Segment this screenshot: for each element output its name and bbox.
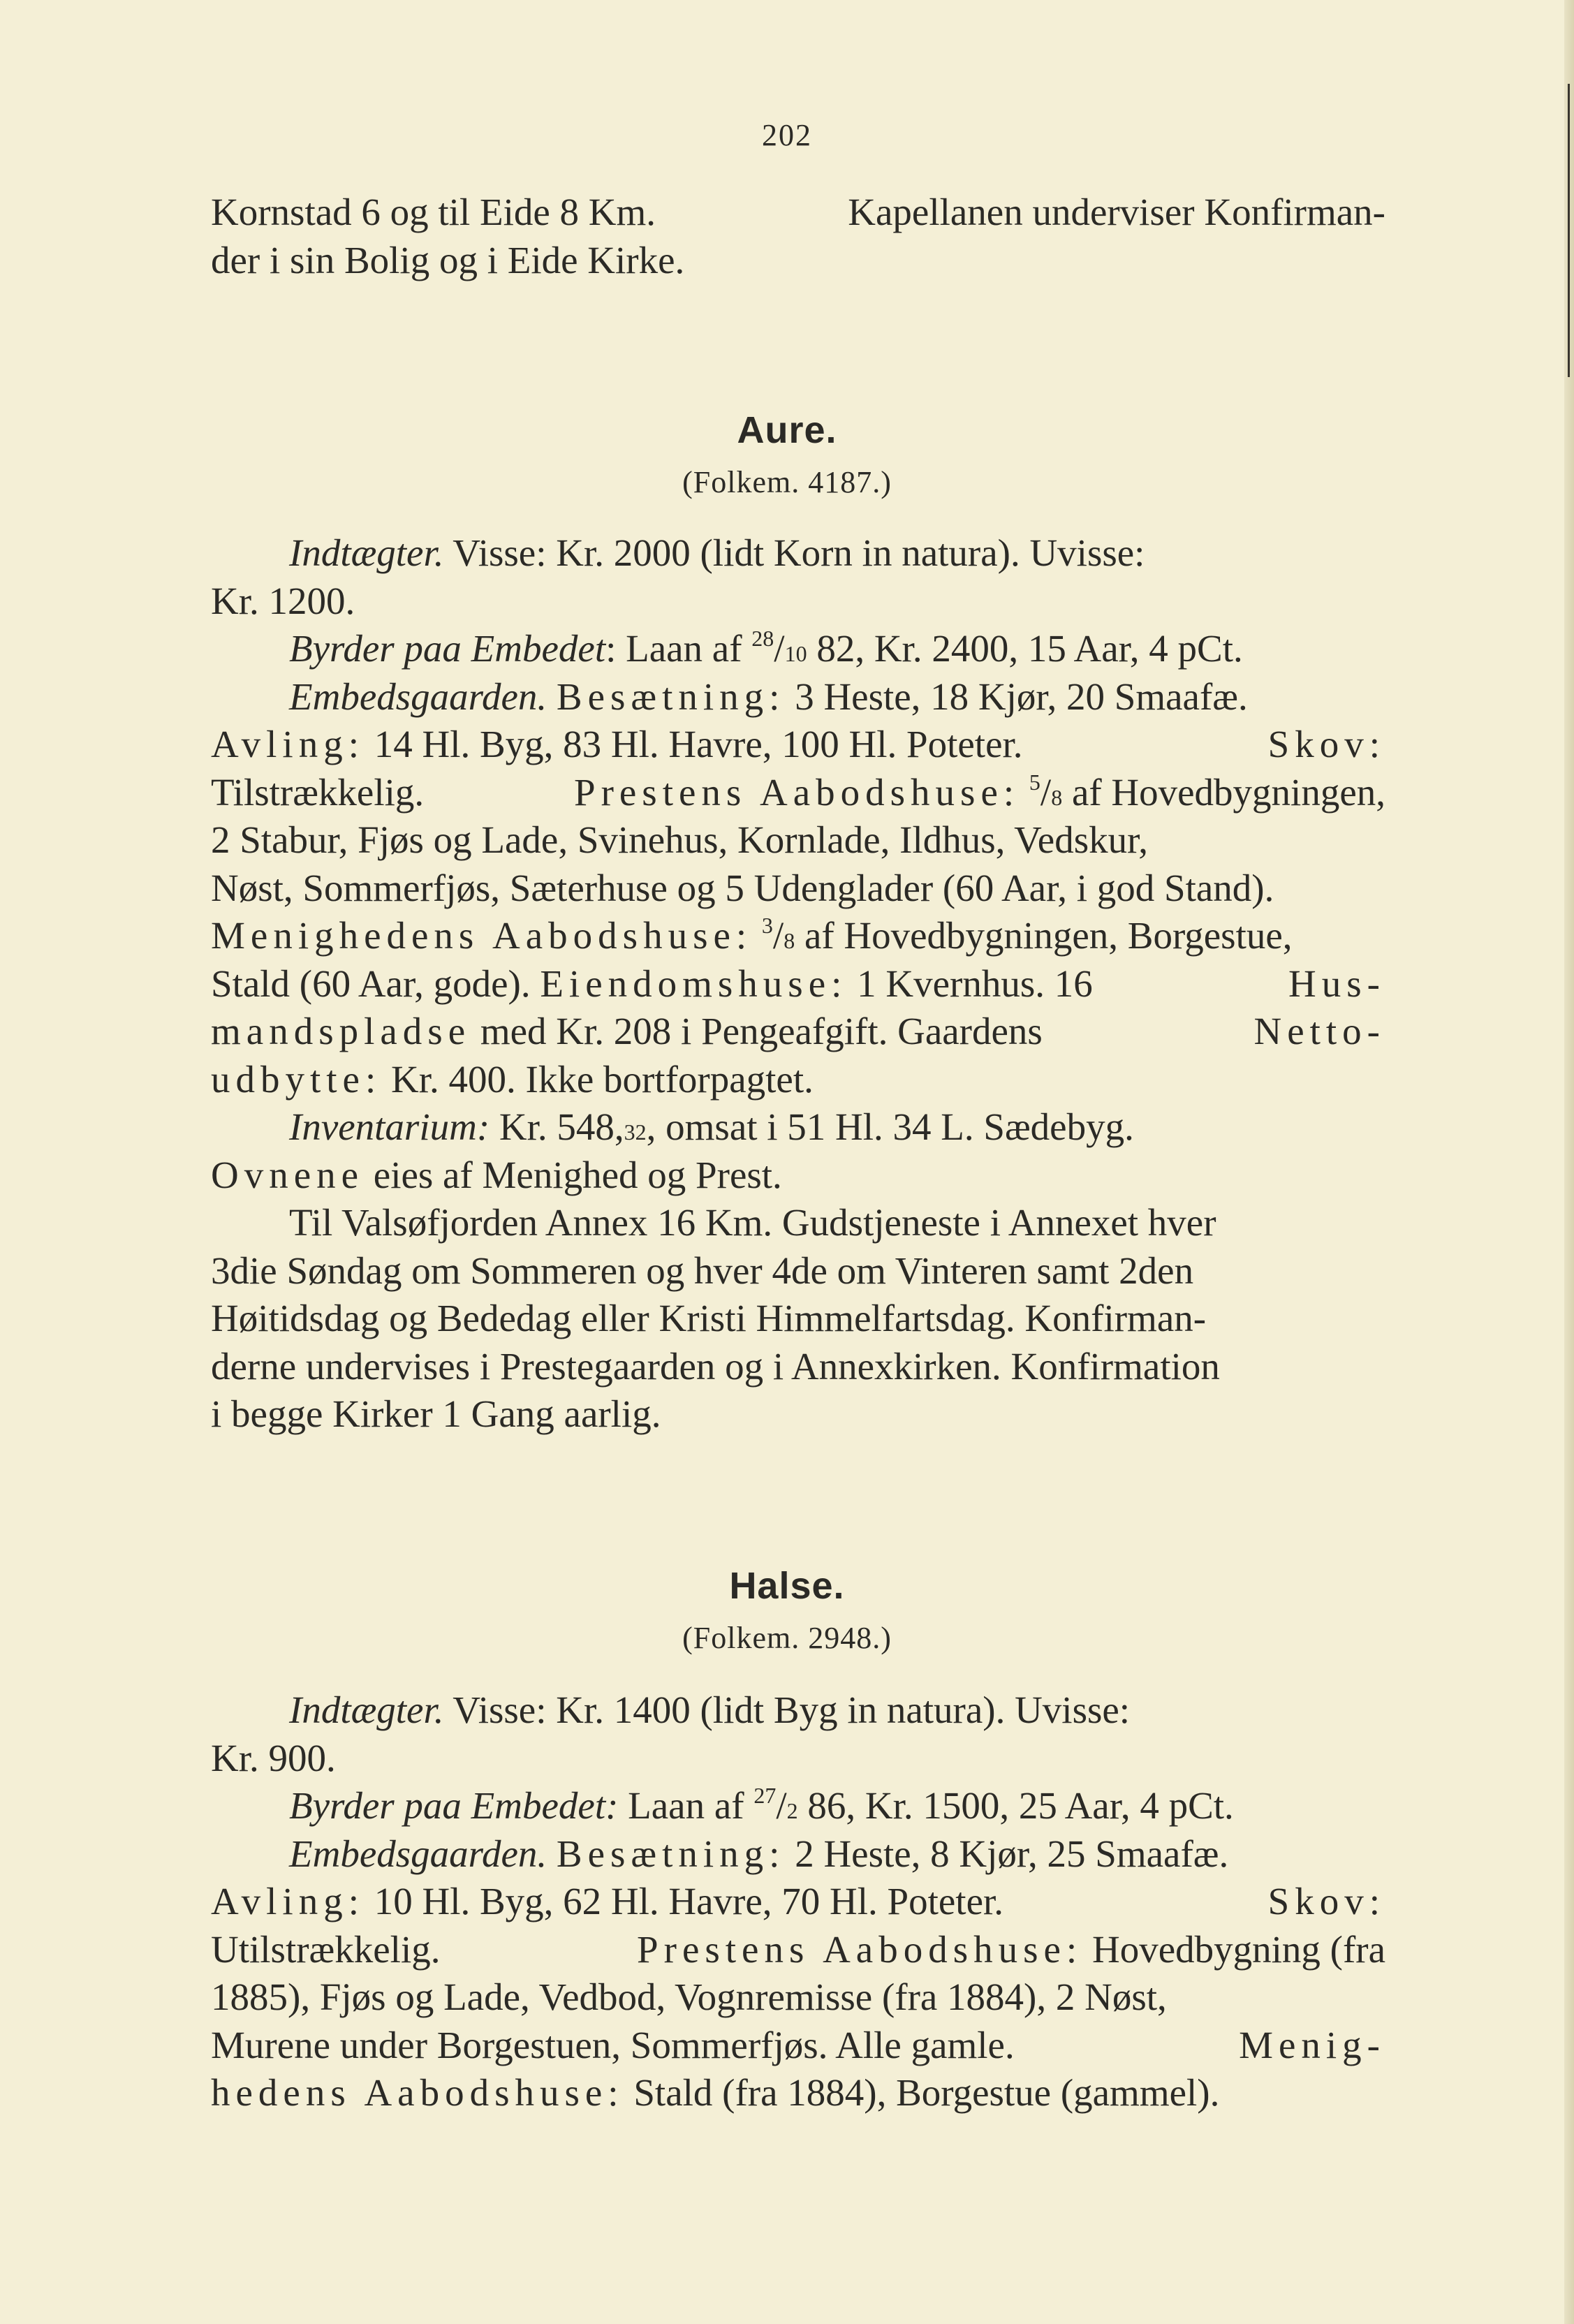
husmandspladse-label: mandspladse xyxy=(211,1010,471,1052)
fraction-numerator: 5 xyxy=(1029,769,1040,795)
text-segment: Kr. 548, xyxy=(490,1105,624,1148)
text-line xyxy=(211,578,1385,626)
text-line xyxy=(211,960,1385,1008)
text-segment: : xyxy=(605,627,617,670)
fraction-numerator: 27 xyxy=(753,1783,777,1808)
fraction-numerator: 28 xyxy=(751,626,774,651)
prestens-aabodshuse-label: Prestens Aabodshuse: xyxy=(637,1927,1083,1971)
text-line: Menighedens Aabodshuse: $^3$/8 af Hovedbygningen, Borgestue, xyxy=(211,913,1293,957)
text-segment: Hovedbygning (fra xyxy=(1082,1927,1385,1971)
text-segment: Høitidsdag og Bededag eller Kristi Himmelfartsdag. Konfirman- xyxy=(211,1297,1207,1339)
text-segment: derne undervises i Prestegaarden og i Annexkirken. Konfirmation xyxy=(211,1344,1220,1388)
skov-label: Skov: xyxy=(1267,1880,1385,1922)
text-segment: af Hovedbygningen, xyxy=(1062,770,1385,814)
skov-label: Skov: xyxy=(1267,723,1385,765)
text-segment: Stald (fra 1884), Borgestue (gammel). xyxy=(624,2071,1220,2114)
text-line xyxy=(211,1973,1385,2022)
aure-body xyxy=(211,529,1385,1439)
text-segment: i begge Kirker 1 Gang aarlig. xyxy=(211,1392,661,1435)
besaetning-label: Besætning: xyxy=(556,675,786,718)
text-segment: Kornstad 6 og til Eide 8 Km. xyxy=(211,191,656,233)
menighedens-aabodshuse-label: hedens Aabodshuse: xyxy=(211,2071,624,2114)
page-number: 202 xyxy=(762,118,812,152)
text-segment: Kr. 400. Ikke bortforpagtet. xyxy=(381,1057,814,1101)
inventarium-label: Inventarium: xyxy=(289,1105,490,1148)
text-segment: 10 Hl. Byg, 62 Hl. Havre, 70 Hl. Poteter. xyxy=(364,1880,1004,1922)
text-line xyxy=(211,1247,1385,1295)
text-line xyxy=(211,1152,1385,1200)
text-segment: Kr. 1200. xyxy=(211,579,355,622)
text-line xyxy=(211,1735,1385,1783)
hus-label: Hus- xyxy=(1288,962,1385,1005)
text-line xyxy=(211,1686,1385,1735)
avling-label: Avling: xyxy=(211,1880,365,1922)
text-segment: 1 Kvernhus. 16 xyxy=(847,962,1093,1005)
halse-body xyxy=(211,1686,1385,2117)
text-segment: Kapellanen underviser Konfirman- xyxy=(848,191,1385,233)
text-line: Tilstrækkelig. Prestens Aabodshuse: $^5$/8 af Hovedbygningen, xyxy=(211,769,1385,817)
menighedens-aabodshuse-label: Menighedens Aabodshuse: xyxy=(211,914,753,957)
text-segment: 2 Heste, 8 Kjør, 25 Smaafæ. xyxy=(785,1832,1229,1875)
text-segment: 2 Stabur, Fjøs og Lade, Svinehus, Kornlade, Ildhus, Vedskur, xyxy=(211,818,1148,861)
text-line xyxy=(211,2069,1385,2117)
oere-value: 32 xyxy=(624,1119,647,1145)
ovnene-label: Ovnene xyxy=(211,1153,365,1196)
text-segment: eies af Menighed og Prest. xyxy=(364,1153,782,1196)
text-line xyxy=(211,1926,1385,1974)
section-title-halse: Halse. xyxy=(729,1565,845,1607)
text-line xyxy=(211,816,1385,865)
text-segment: 3die Søndag om Sommeren og hver 4de om Vinteren samt 2den xyxy=(211,1249,1194,1292)
text-segment: 86, Kr. 1500, 25 Aar, 4 pCt. xyxy=(797,1784,1234,1827)
netto-label: Netto- xyxy=(1253,1010,1385,1052)
text-segment: Laan af xyxy=(618,1784,754,1827)
text-segment: Til Valsøfjorden Annex 16 Km. Gudstjeneste i Annexet hver xyxy=(289,1201,1216,1244)
fraction-denominator: 8 xyxy=(784,928,795,953)
text-segment: 1885), Fjøs og Lade, Vedbod, Vognremisse (fra 1884), 2 Nøst, xyxy=(211,1976,1167,2018)
text-line: Byrder paa Embedet: Laan af $^{27}$/2 86, Kr. 1500, 25 Aar, 4 pCt. xyxy=(289,1783,1234,1827)
text-line xyxy=(211,237,1385,285)
indtaegter-label: Indtægter. xyxy=(289,531,444,574)
text-segment: 14 Hl. Byg, 83 Hl. Havre, 100 Hl. Poteter. xyxy=(364,723,1023,765)
text-line xyxy=(211,1103,1385,1152)
intro-paragraph xyxy=(211,189,1385,284)
byrder-label: Byrder paa Embedet xyxy=(289,627,606,670)
text-line: Byrder paa Embedet: Laan af $^{28}$/10 82, Kr. 2400, 15 Aar, 4 pCt. xyxy=(289,626,1243,670)
text-line xyxy=(211,189,1385,237)
indtaegter-label: Indtægter. xyxy=(289,1689,444,1731)
fraction-denominator: 10 xyxy=(784,641,807,666)
text-line xyxy=(211,673,1385,721)
text-line xyxy=(211,529,1385,578)
eiendomshuse-label: Eiendomshuse: xyxy=(540,962,848,1005)
text-segment: af Hovedbygningen, Borgestue, xyxy=(795,914,1293,957)
prestens-aabodshuse-label: Prestens Aabodshuse: xyxy=(573,770,1020,814)
fraction-denominator: 8 xyxy=(1051,784,1063,810)
menig-label: Menig- xyxy=(1239,2023,1385,2066)
text-line xyxy=(211,1056,1385,1104)
text-line xyxy=(211,1295,1385,1343)
besaetning-label: Besætning: xyxy=(556,1832,786,1875)
text-line xyxy=(211,2022,1385,2070)
text-line xyxy=(211,1878,1385,1926)
section-title-aure: Aure. xyxy=(737,409,837,451)
embedsgaarden-label: Embedsgaarden. xyxy=(289,675,547,718)
text-segment: Nøst, Sommerfjøs, Sæterhuse og 5 Udenglader (60 Aar, i god Stand). xyxy=(211,866,1274,909)
text-segment: 3 Heste, 18 Kjør, 20 Smaafæ. xyxy=(785,675,1248,718)
text-segment: Stald (60 Aar, gode). xyxy=(211,962,531,1005)
text-segment: , omsat i 51 Hl. 34 L. Sædebyg. xyxy=(646,1105,1134,1148)
fraction-numerator: 3 xyxy=(761,913,773,938)
text-segment: Kr. 900. xyxy=(211,1736,336,1779)
text-segment: Visse: Kr. 1400 (lidt Byg in natura). Uvisse: xyxy=(443,1689,1131,1731)
avling-label: Avling: xyxy=(211,723,365,765)
fraction-denominator: 2 xyxy=(786,1798,798,1823)
text-segment: Murene under Borgestuen, Sommerfjøs. Alle gamle. xyxy=(211,2023,1015,2066)
udbytte-label: udbytte: xyxy=(211,1057,382,1101)
text-segment: Tilstrækkelig. xyxy=(211,770,425,814)
text-line xyxy=(211,1390,1385,1439)
text-line xyxy=(211,1008,1385,1056)
text-segment: 82, Kr. 2400, 15 Aar, 4 pCt. xyxy=(807,627,1243,670)
text-segment: Utilstrækkelig. xyxy=(211,1927,441,1971)
text-line xyxy=(211,1199,1385,1247)
text-line xyxy=(211,1343,1385,1391)
folkem-halse: (Folkem. 2948.) xyxy=(682,1621,892,1655)
folkem-aure: (Folkem. 4187.) xyxy=(682,465,892,499)
text-segment: der i sin Bolig og i Eide Kirke. xyxy=(211,238,685,281)
text-line xyxy=(211,721,1385,769)
text-segment: Laan af xyxy=(616,627,752,670)
text-segment: med Kr. 208 i Pengeafgift. Gaardens xyxy=(471,1010,1043,1052)
text-segment: Visse: Kr. 2000 (lidt Korn in natura). Uvisse: xyxy=(443,531,1145,574)
byrder-label: Byrder paa Embedet: xyxy=(289,1784,619,1827)
embedsgaarden-label: Embedsgaarden. xyxy=(289,1832,547,1875)
text-line xyxy=(211,865,1385,913)
text-line xyxy=(211,1830,1385,1878)
